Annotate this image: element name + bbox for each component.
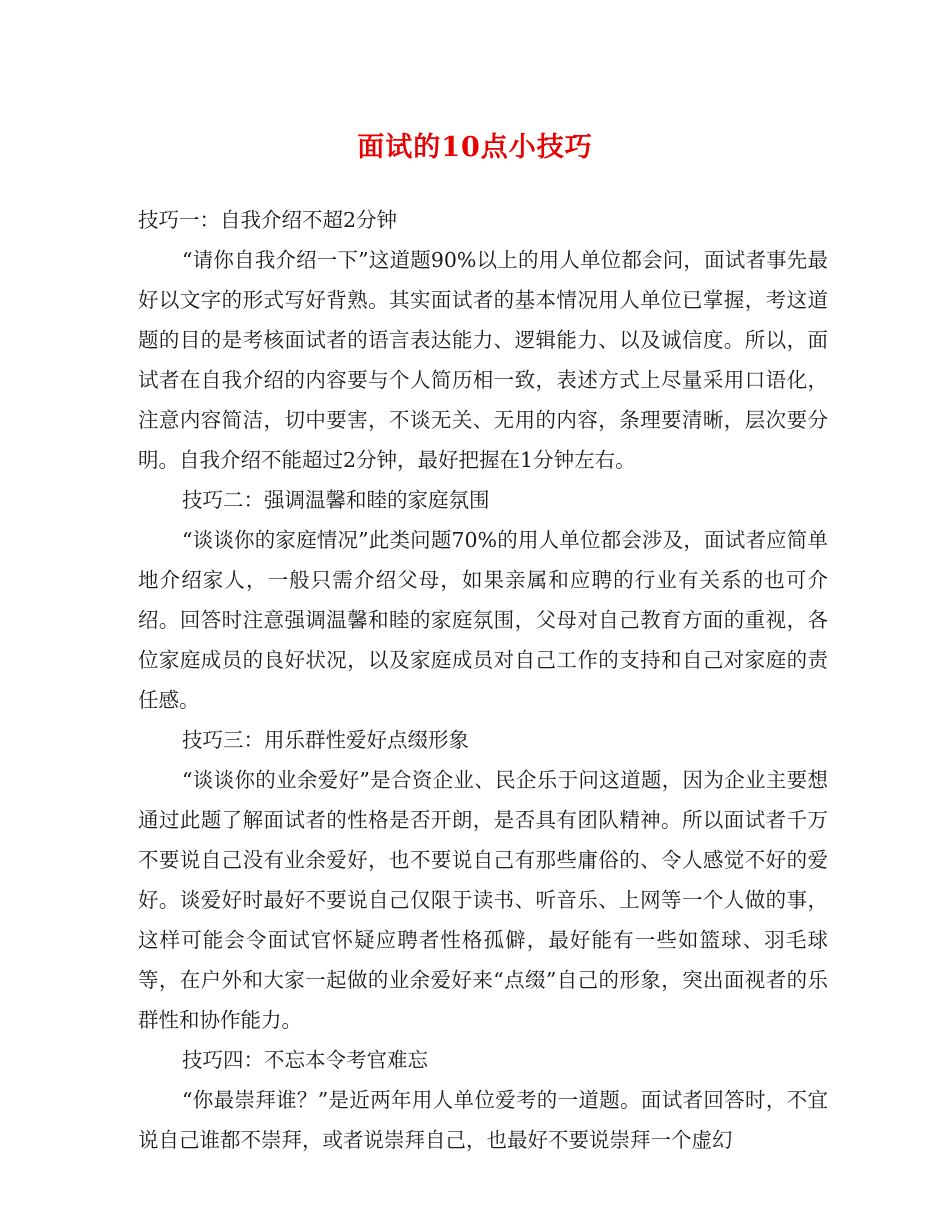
- section-paragraph-2: “谈谈你的家庭情况”此类问题70%的用人单位都会涉及，面试者应简单地介绍家人，一般只需介绍父母，如果亲属和应聘的行业有关系的也可介绍。回答时注意强调温馨和睦的家庭氛围，父母对自己教育方面的重视，各位家庭成员的良好状况，以及家庭成员对自己工作的支持和自己对家庭的责任感。: [138, 528, 828, 712]
- section-paragraph-1: “请你自我介绍一下”这道题90%以上的用人单位都会问，面试者事先最好以文字的形式写好背熟。其实面试者的基本情况用人单位已掌握，考这道题的目的是考核面试者的语言表达能力、逻辑能力、以及诚信度。所以，面试者在自我介绍的内容要与个人简历相一致，表述方式上尽量采用口语化，注意内容简洁，切中要害，不谈无关、无用的内容，条理要清晰，层次要分明。自我介绍不能超过2分钟，最好把握在1分钟左右。: [138, 248, 828, 472]
- document-body: [138, 200, 828, 1160]
- section-heading-4: 技巧四：不忘本令考官难忘: [182, 1048, 428, 1072]
- section-paragraph-4: “你最崇拜谁？”是近两年用人单位爱考的一道题。面试者回答时，不宜说自己谁都不崇拜，或者说崇拜自己，也最好不要说崇拜一个虚幻: [138, 1088, 828, 1152]
- section-heading-1: 技巧一：自我介绍不超2分钟: [138, 208, 398, 232]
- section-heading-2: 技巧二：强调温馨和睦的家庭氛围: [182, 488, 490, 512]
- section-paragraph-3: “谈谈你的业余爱好”是合资企业、民企乐于问这道题，因为企业主要想通过此题了解面试者的性格是否开朗，是否具有团队精神。所以面试者千万不要说自己没有业余爱好，也不要说自己有那些庸俗的、令人感觉不好的爱好。谈爱好时最好不要说自己仅限于读书、听音乐、上网等一个人做的事，这样可能会令面试官怀疑应聘者性格孤僻，最好能有一些如篮球、羽毛球等，在户外和大家一起做的业余爱好来“点缀”自己的形象，突出面视者的乐群性和协作能力。: [138, 768, 828, 1032]
- section-heading-3: 技巧三：用乐群性爱好点缀形象: [182, 728, 469, 752]
- document-title: 面试的10点小技巧: [357, 132, 593, 163]
